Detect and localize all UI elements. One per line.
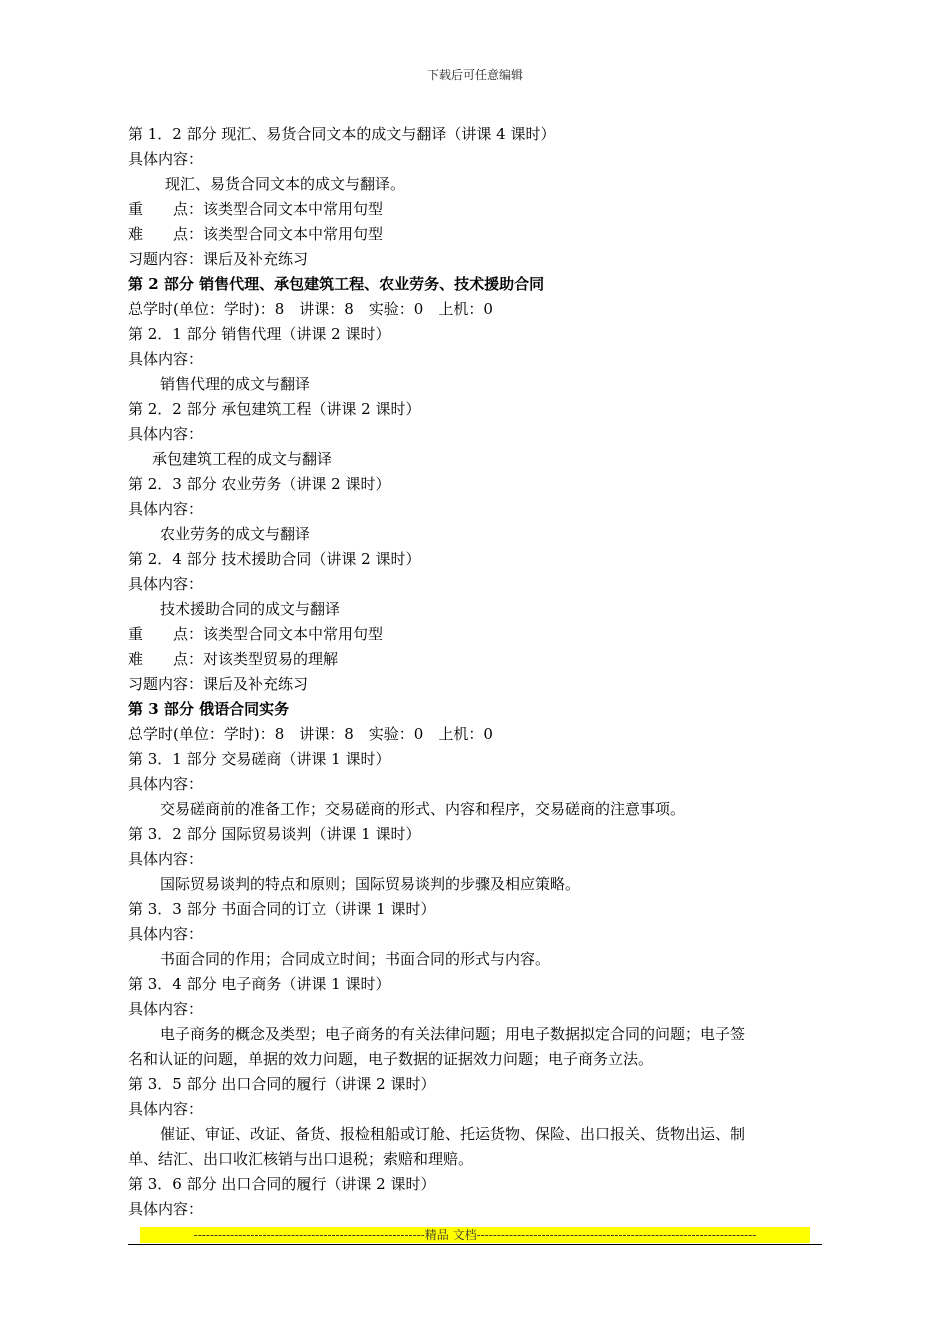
text-line: 单、结汇、出口收汇核销与出口退税；索赔和理赔。 — [128, 1150, 474, 1168]
text-line: 习题内容：课后及补充练习 — [128, 675, 309, 693]
text-line: 第 3．3 部分 书面合同的订立（讲课 1 课时） — [128, 900, 436, 918]
text-line: 具体内容： — [128, 1000, 204, 1018]
text-line: 第 2．3 部分 农业劳务（讲课 2 课时） — [128, 475, 391, 493]
page-header: 下载后可任意编辑 — [426, 68, 523, 82]
footer-rule — [128, 1244, 822, 1245]
text-line: 名和认证的问题，单据的效力问题，电子数据的证据效力问题；电子商务立法。 — [128, 1050, 654, 1068]
text-line: 现汇、易货合同文本的成文与翻译。 — [165, 175, 406, 193]
text-line: 具体内容： — [128, 775, 204, 793]
text-line: 具体内容： — [128, 850, 204, 868]
text-line: 具体内容： — [128, 1100, 204, 1118]
text-line: 电子商务的概念及类型；电子商务的有关法律问题；用电子数据拟定合同的问题；电子签 — [160, 1025, 746, 1043]
text-line: 第 3．5 部分 出口合同的履行（讲课 2 课时） — [128, 1075, 436, 1093]
section-heading: 第 2 部分 销售代理、承包建筑工程、农业劳务、技术援助合同 — [128, 275, 545, 293]
text-line: 第 2．1 部分 销售代理（讲课 2 课时） — [128, 325, 391, 343]
text-line: 第 3．1 部分 交易磋商（讲课 1 课时） — [128, 750, 391, 768]
text-line: 书面合同的作用；合同成立时间；书面合同的形式与内容。 — [160, 950, 551, 968]
text-line: 总学时(单位：学时)：8 讲课：8 实验：0 上机：0 — [128, 725, 493, 743]
text-line: 技术援助合同的成文与翻译 — [160, 600, 341, 618]
text-line: 具体内容： — [128, 425, 204, 443]
text-line: 第 2．4 部分 技术援助合同（讲课 2 课时） — [128, 550, 421, 568]
text-line: 难 点：对该类型贸易的理解 — [128, 650, 339, 668]
text-line: 第 3．4 部分 电子商务（讲课 1 课时） — [128, 975, 391, 993]
text-line: 交易磋商前的准备工作；交易磋商的形式、内容和程序，交易磋商的注意事项。 — [160, 800, 686, 818]
text-line: 具体内容： — [128, 150, 204, 168]
text-line: 具体内容： — [128, 500, 204, 518]
text-line: 总学时(单位：学时)：8 讲课：8 实验：0 上机：0 — [128, 300, 493, 318]
text-line: 重 点：该类型合同文本中常用句型 — [128, 200, 384, 218]
text-line: 难 点：该类型合同文本中常用句型 — [128, 225, 384, 243]
text-line: 第 3．2 部分 国际贸易谈判（讲课 1 课时） — [128, 825, 421, 843]
text-line: 催证、审证、改证、备货、报检租船或订舱、托运货物、保险、出口报关、货物出运、制 — [160, 1125, 746, 1143]
text-line: 具体内容： — [128, 575, 204, 593]
text-line: 具体内容： — [128, 1200, 204, 1218]
text-line: 重 点：该类型合同文本中常用句型 — [128, 625, 384, 643]
text-line: 具体内容： — [128, 925, 204, 943]
text-line: 第 2．2 部分 承包建筑工程（讲课 2 课时） — [128, 400, 421, 418]
text-line: 第 3．6 部分 出口合同的履行（讲课 2 课时） — [128, 1175, 436, 1193]
text-line: 承包建筑工程的成文与翻译 — [152, 450, 333, 468]
text-line: 具体内容： — [128, 350, 204, 368]
text-line: 第 1．2 部分 现汇、易货合同文本的成文与翻译（讲课 4 课时） — [128, 125, 556, 143]
footer-banner: ---------------------------------------------------------精品 文档--------------------------------------------------------------------- — [140, 1227, 810, 1243]
document-body — [128, 122, 828, 1222]
section-heading: 第 3 部分 俄语合同实务 — [128, 700, 290, 718]
text-line: 习题内容：课后及补充练习 — [128, 250, 309, 268]
text-line: 农业劳务的成文与翻译 — [160, 525, 311, 543]
text-line: 销售代理的成文与翻译 — [160, 375, 311, 393]
text-line: 国际贸易谈判的特点和原则；国际贸易谈判的步骤及相应策略。 — [160, 875, 581, 893]
